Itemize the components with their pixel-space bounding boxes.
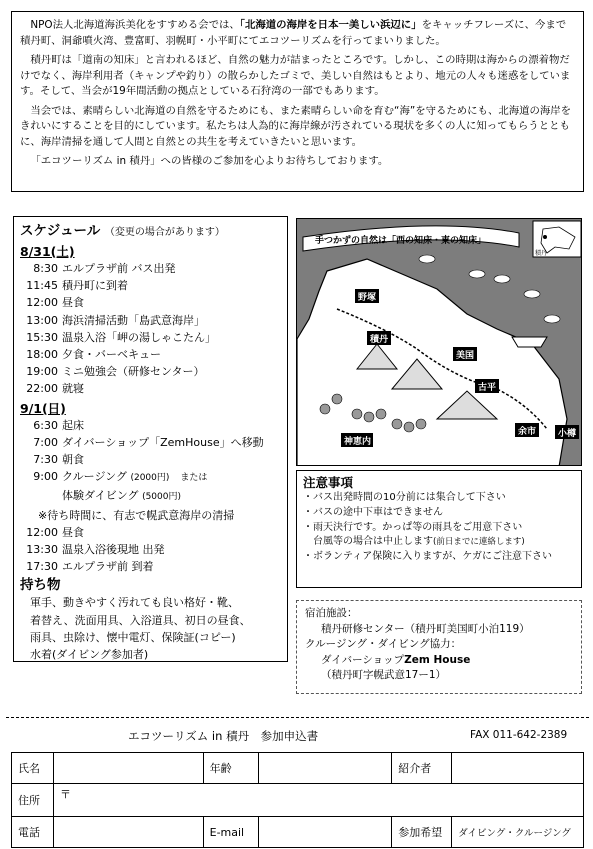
item-line: 雨具、虫除け、懐中電灯、保険証(コピー) [30,630,236,644]
intro-catchphrase: 「北海道の海岸を日本一美しい浜辺に」 [239,19,422,31]
referrer-label: 紹介者 [392,753,452,784]
day2-rows-b [20,524,281,576]
map-illustration [296,218,582,466]
item-line: 水着(ダイビング参加者) [30,648,149,662]
form-header [0,728,593,746]
schedule-row-diving: 体験ダイビング (5000円) [62,489,181,503]
schedule-text: 昼食 [62,296,84,310]
note-line: ・雨天決行です。かっぱ等の雨具をご用意下さい [303,521,523,533]
inset-legend: 積丹 [535,250,548,257]
phone-label: 電話 [12,817,54,848]
email-label: E-mail [203,817,258,848]
schedule-text: 就寝 [62,382,84,396]
inset-marker-icon [543,235,547,239]
notes-box [296,470,582,588]
schedule-wait-note: ※待ち時間に、有志で幌武意海岸の清掃 [38,508,235,522]
schedule-row [20,346,281,363]
items-list [20,594,281,663]
place-otaru: 小樽 [558,429,577,439]
schedule-time: 15:30 [26,330,58,344]
day2-date: 9/1(日) [20,400,66,416]
schedule-text: エルプラザ前 到着 [62,560,154,574]
schedule-time: 12:00 [26,525,58,539]
schedule-text: 海浜清掃活動「島武意海岸」 [62,313,205,327]
schedule-row [20,380,281,397]
schedule-text: 夕食・バーベキュー [62,348,161,362]
form-row-address [12,784,584,817]
intro-paragraph-1 [20,18,575,49]
name-label: 氏名 [12,753,54,784]
intro-p1-post: をキャッチフレーズに、今まで積丹町、洞爺噴火湾、豊富町、羽幌町・小平町にてエコツーリズムを行ってまいりました。 [20,19,567,47]
form-title: エコツーリズム in 積丹 参加申込書 [128,729,319,743]
schedule-text: 朝食 [62,453,84,467]
zip-mark: 〒 [59,788,71,801]
intro-p1-pre: NPO法人北海道海浜美化をすすめる会では、 [30,19,240,31]
schedule-text: 温泉入浴「岬の湯しゃこたん」 [62,330,216,344]
notes-typhoon: 台風等の場合は中止します(前日までに連絡します) [313,536,525,548]
lodging-value: 積丹研修センター（積丹町美国町小泊119） [321,622,530,635]
age-label: 年齢 [203,753,258,784]
schedule-time: 19:00 [26,365,58,379]
lodging-label: 宿泊施設： [305,607,358,619]
schedule-text: 起床 [62,418,84,432]
schedule-text: ミニ勉強会（研修センター） [62,365,205,379]
lodging-box [296,600,582,694]
schedule-time: 8:30 [33,262,58,275]
schedule-row [20,260,281,277]
item-line: 着替え、洗面用具、入浴道具、初日の昼食、 [30,613,251,627]
form-fax: FAX 011-642-2389 [470,729,568,741]
notes-insurance: ・ボランティア保険に入りますが、ケガにご注意下さい [303,551,552,563]
place-kamoenai: 神恵内 [344,437,372,447]
schedule-row [20,451,281,468]
schedule-time: 7:00 [33,435,58,449]
schedule-text: ダイバーショップ「ZemHouse」へ移動 [62,435,264,449]
place-furubira: 古平 [478,383,497,393]
schedule-time: 13:00 [26,313,58,327]
schedule-row [20,363,281,380]
schedule-text: 温泉入浴後現地 出発 [62,543,165,557]
day1-rows [20,260,281,398]
cooperation-label: クルージング・ダイビング協力： [305,638,462,651]
map-svg [297,219,582,466]
day2-rows-a [20,417,281,469]
schedule-time: 18:00 [26,348,58,362]
intro-paragraph-2: 積丹町は「道南の知床」と言われるほど、自然の魅力が詰まったところです。しかし、この時期は海からの漂着物だけでなく、海岸利用者（キャンプや釣り）の散らかしたゴミで、美しい自然はもとより、地元の人々も迷惑をしています。そして、当会が19年間活動の拠点としている石狩湾の一部でもあります。 [20,54,571,97]
intro-paragraph-3: 当会では、素晴らしい北海道の自然を守るためにも、また素晴らしい命を育む“海”を守るためにも、北海道の海岸をきれいにすることを目的にしています。私たちは人為的に海岸線が汚されている現状を多くの人に知ってもらうとともに、海岸清掃を通して人間と自然との共生を考えていきたいと思います。 [20,104,572,148]
cut-line [6,717,589,718]
schedule-time: 22:00 [26,382,58,396]
schedule-row [20,294,281,311]
age-field[interactable] [258,753,392,784]
note-line: ・バス出発時間の10分前には集合して下さい [303,492,506,503]
schedule-text: 昼食 [62,525,84,539]
cooperation-address: （積丹町字幌武意17ー1） [321,669,447,682]
cooperation-shop: ダイバーショップZem House [321,653,471,666]
schedule-row [20,558,281,575]
form-row-contact [12,817,584,848]
schedule-row [20,312,281,329]
schedule-text: エルプラザ前 バス出発 [62,262,176,275]
boat-icon [512,337,547,347]
schedule-title: スケジュール （変更の場合があります） [20,223,225,239]
schedule-time: 17:30 [26,560,58,574]
schedule-time: 7:30 [33,453,58,467]
wish-field[interactable]: ダイビング・クルージング [452,817,584,848]
address-field[interactable] [53,784,583,817]
schedule-box [13,216,288,662]
schedule-time: 12:00 [26,296,58,310]
place-shakotan: 積丹 [370,335,389,345]
intro-paragraph-4: 「エコツーリズム in 積丹」への皆様のご参加を心よりお待ちしております。 [30,155,389,167]
place-bikuni: 美国 [456,351,475,361]
form-row-name [12,753,584,784]
place-yoichi: 余市 [518,427,537,437]
schedule-time: 13:30 [26,543,58,557]
email-field[interactable] [258,817,392,848]
schedule-text: 積丹町に到着 [62,279,128,293]
notes-title: 注意事項 [303,475,354,490]
schedule-row-cruise: 9:00 クルージング (2000円) または [33,470,208,484]
place-yamanami: 野塚 [358,293,377,303]
phone-field[interactable] [53,817,203,848]
items-title: 持ち物 [20,577,61,594]
schedule-row [20,277,281,294]
schedule-row [20,541,281,558]
item-line: 軍手、動きやすく汚れても良い格好・靴、 [30,596,239,610]
map-banner-text: 手つかずの自然は「西の知床・東の知床」 [315,236,487,246]
schedule-row [20,524,281,541]
referrer-field[interactable] [452,753,584,784]
notes-lines [303,491,575,535]
schedule-row [20,434,281,451]
schedule-time: 11:45 [26,279,58,293]
day1-date: 8/31(土) [20,244,75,259]
schedule-time: 6:30 [33,418,58,432]
schedule-row [20,329,281,346]
address-label: 住所 [12,784,54,817]
name-field[interactable] [53,753,203,784]
intro-box [11,11,584,192]
wish-label: 参加希望 [392,817,452,848]
note-line: ・バスの途中下車はできません [303,506,443,518]
schedule-note: （変更の場合があります） [104,227,225,238]
application-form [11,752,584,848]
schedule-row [20,417,281,434]
